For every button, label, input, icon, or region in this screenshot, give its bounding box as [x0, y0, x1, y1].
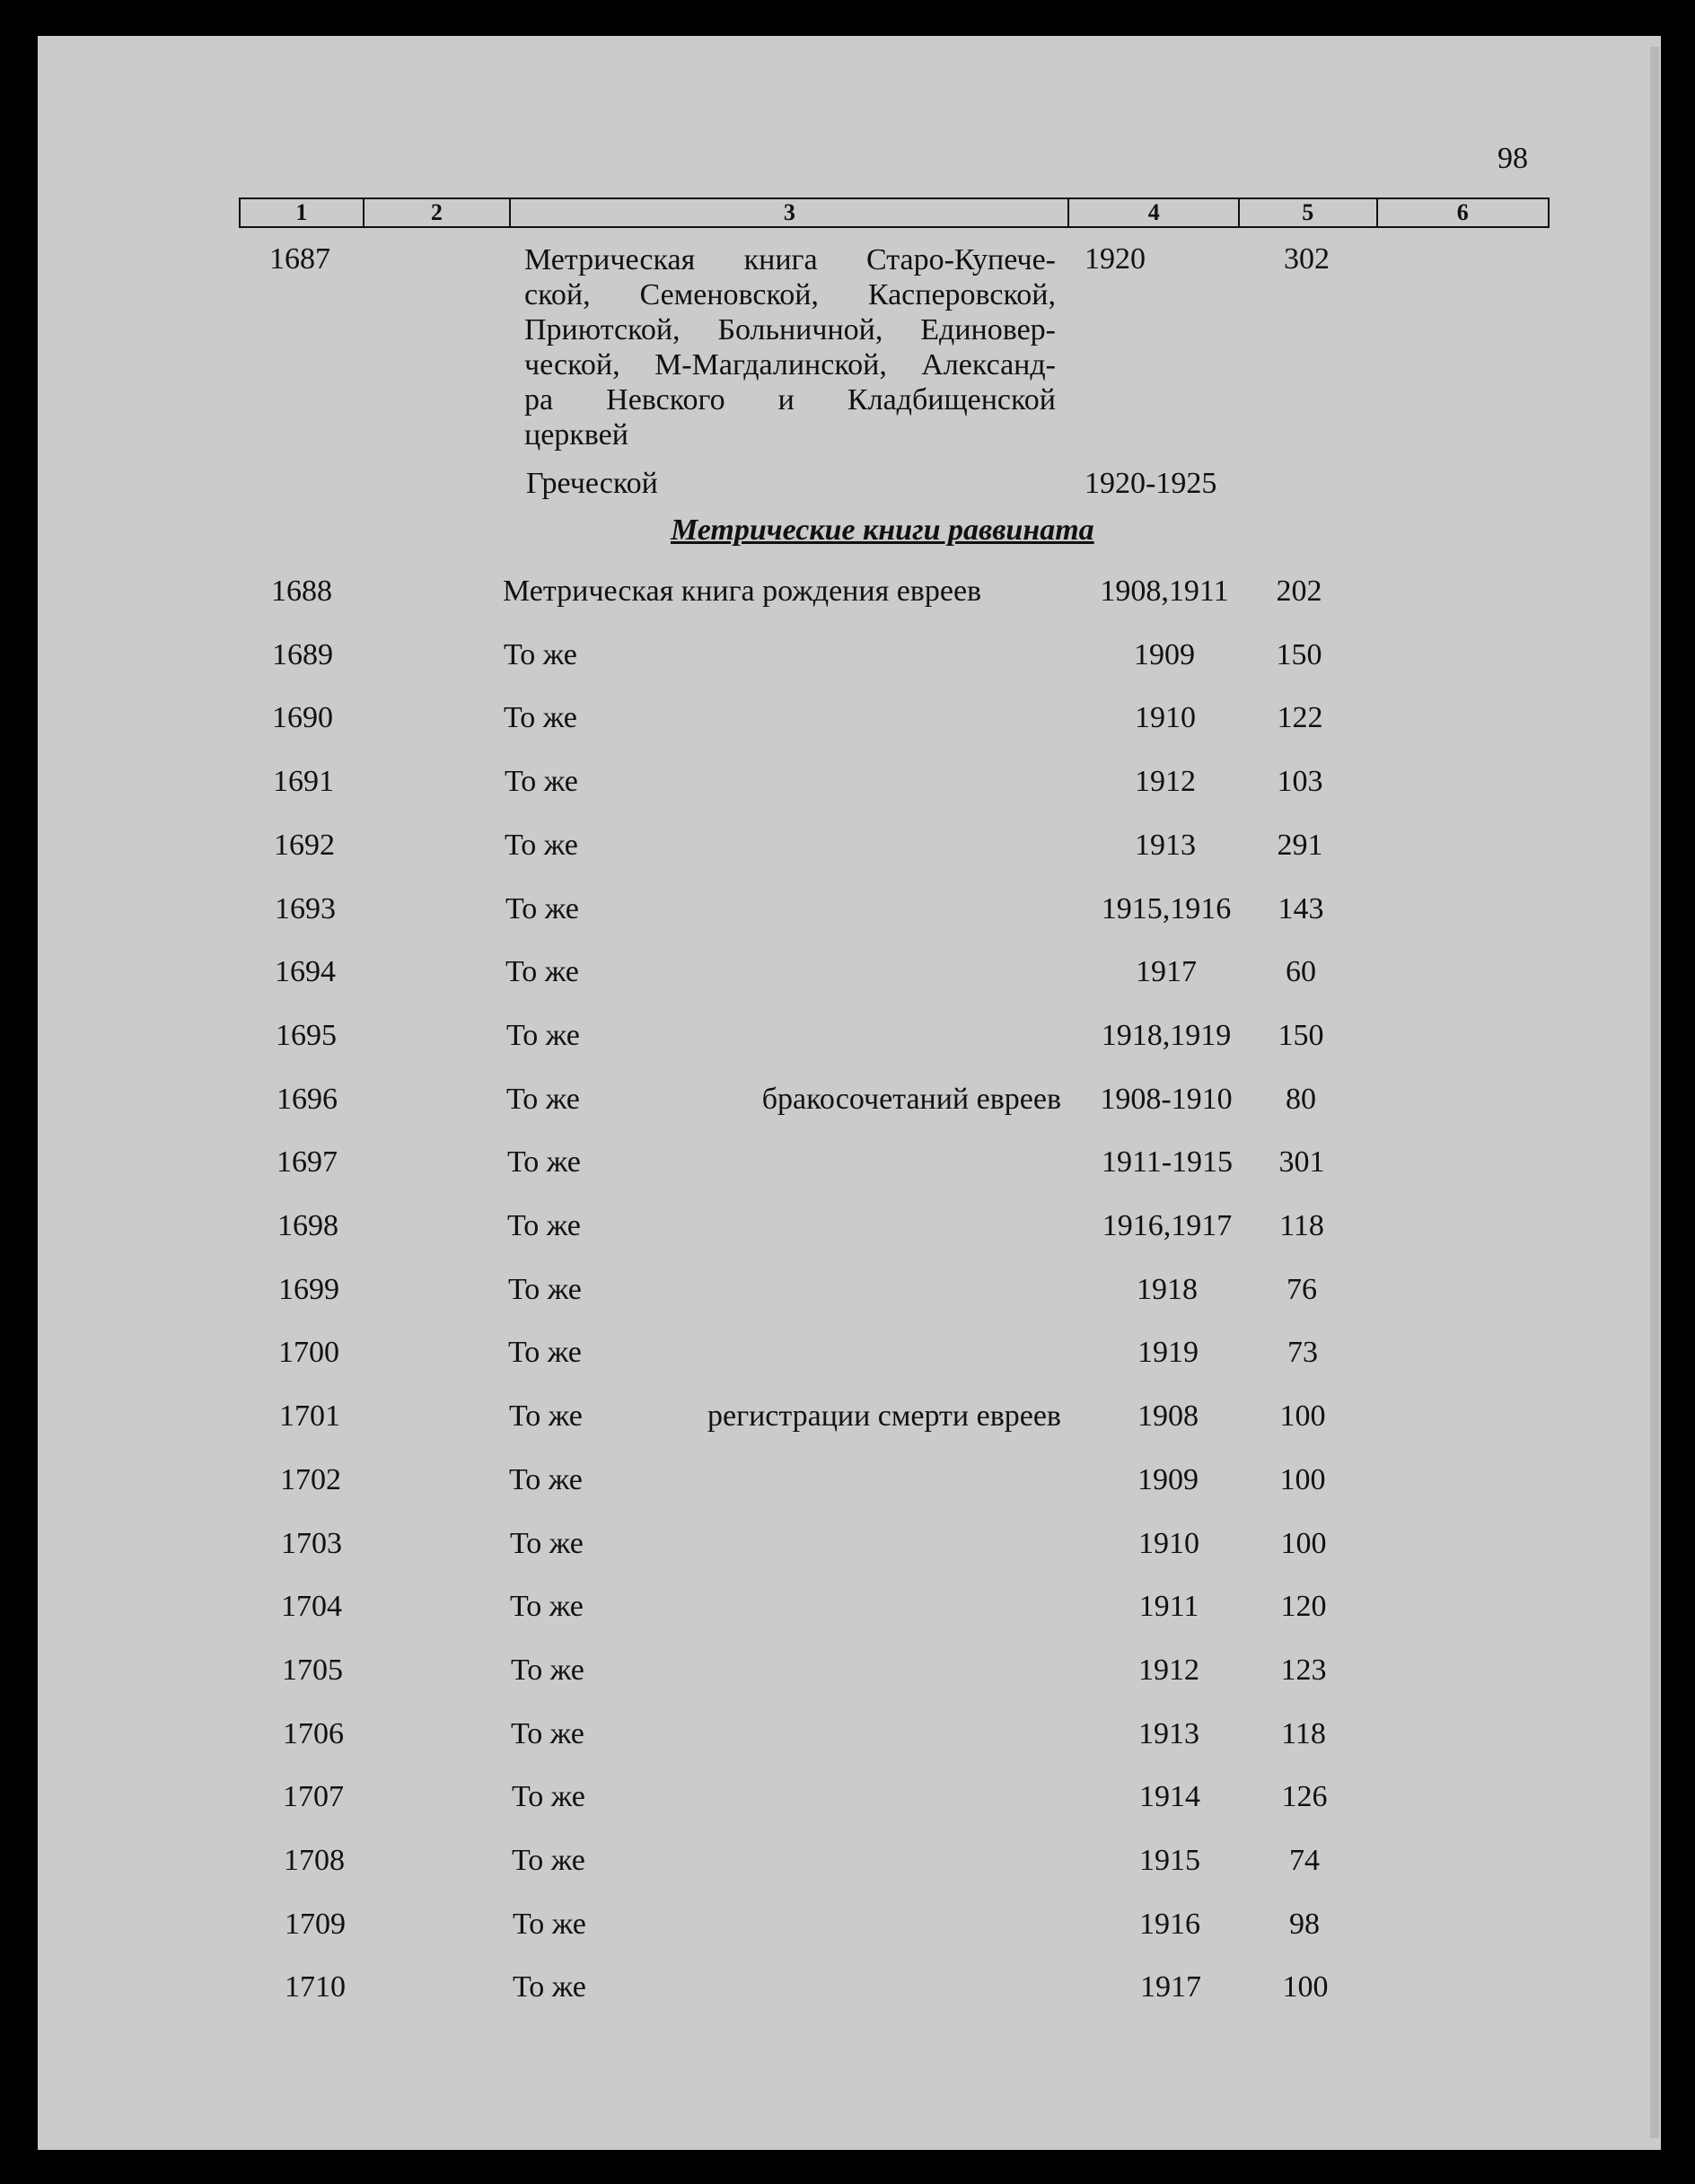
- row-sheets: 118: [1281, 1717, 1326, 1750]
- page-edge: [1650, 47, 1659, 2138]
- row-sheets: 100: [1279, 1399, 1326, 1433]
- row-sheets: 150: [1278, 1019, 1324, 1052]
- description-line: Приютской, Больничной, Единовер-: [524, 313, 1056, 346]
- row-number: 1709: [285, 1908, 346, 1941]
- entry-sub-description: Греческой: [526, 467, 658, 500]
- row-dates: 1910: [1135, 701, 1196, 734]
- row-sheets: 123: [1280, 1653, 1327, 1687]
- row-sheets: 291: [1277, 829, 1323, 862]
- row-title: То же: [507, 1145, 581, 1179]
- row-title: То же: [511, 1717, 584, 1750]
- entry-number: 1687: [269, 242, 330, 276]
- row-number: 1703: [281, 1527, 342, 1560]
- section-title: Метрические книги раввината: [671, 513, 1094, 547]
- row-number: 1697: [277, 1145, 338, 1179]
- row-title: То же: [509, 1399, 583, 1433]
- row-dates: 1908-1910: [1100, 1083, 1233, 1116]
- row-number: 1690: [272, 701, 333, 734]
- description-line: ческой, М-Магдалинской, Александ-: [524, 348, 1056, 382]
- description-line: Метрическая книга Старо-Купече-: [524, 243, 1056, 276]
- header-col-2: 2: [364, 199, 512, 226]
- row-title: То же: [509, 1463, 583, 1496]
- row-sheets: 100: [1279, 1463, 1326, 1496]
- row-number: 1708: [284, 1844, 345, 1877]
- row-sheets: 98: [1289, 1908, 1320, 1941]
- row-title: То же: [505, 955, 579, 988]
- row-sheets: 301: [1278, 1145, 1325, 1179]
- row-title: То же: [507, 1209, 581, 1242]
- row-title: То же: [510, 1590, 584, 1623]
- row-title: Метрическая книга рождения евреев: [503, 575, 982, 608]
- row-sheets: 80: [1286, 1083, 1316, 1116]
- row-dates: 1910: [1138, 1527, 1199, 1560]
- row-number: 1692: [274, 829, 335, 862]
- header-col-1: 1: [241, 199, 364, 226]
- row-title: То же: [505, 892, 579, 925]
- row-dates: 1915,1916: [1101, 892, 1232, 925]
- row-dates: 1908,1911: [1100, 575, 1229, 608]
- entry-sub-dates: 1920-1925: [1085, 467, 1217, 500]
- row-sheets: 143: [1278, 892, 1324, 925]
- entry-description: [524, 242, 1056, 452]
- row-number: 1693: [275, 892, 336, 925]
- row-title: То же: [508, 1336, 582, 1369]
- entry-sheets: 302: [1284, 242, 1330, 276]
- row-title: То же: [504, 638, 577, 671]
- row-number: 1698: [277, 1209, 338, 1242]
- row-number: 1704: [281, 1590, 342, 1623]
- row-dates: 1914: [1139, 1780, 1200, 1813]
- row-title: То же: [506, 1019, 580, 1052]
- row-title: То же: [511, 1653, 584, 1687]
- row-title: То же: [504, 701, 577, 734]
- row-dates: 1918,1919: [1101, 1019, 1232, 1052]
- row-sheets: 118: [1279, 1209, 1324, 1242]
- row-sheets: 122: [1277, 701, 1323, 734]
- row-dates: 1911: [1138, 1590, 1199, 1623]
- row-title: То же: [513, 1970, 586, 2004]
- description-line: ской, Семеновской, Касперовской,: [524, 278, 1056, 311]
- header-col-6: 6: [1456, 199, 1469, 225]
- row-dates: 1912: [1138, 1653, 1199, 1687]
- description-line: ра Невского и Кладбищенской: [524, 383, 1056, 417]
- row-sheets: 150: [1276, 638, 1322, 671]
- row-sheets: 73: [1287, 1336, 1318, 1369]
- row-number: 1694: [275, 955, 336, 988]
- page-number: 98: [1497, 142, 1528, 175]
- row-title: То же: [506, 1083, 580, 1116]
- row-sheets: 60: [1286, 955, 1316, 988]
- header-col-3: 3: [511, 199, 1069, 226]
- row-title: То же: [512, 1780, 585, 1813]
- row-sheets: 126: [1281, 1780, 1328, 1813]
- row-sheets: 120: [1280, 1590, 1327, 1623]
- row-number: 1705: [282, 1653, 343, 1687]
- row-dates: 1909: [1134, 638, 1195, 671]
- row-title-extension: регистрации смерти евреев: [707, 1399, 1061, 1433]
- row-number: 1700: [278, 1336, 339, 1369]
- row-title: То же: [510, 1527, 584, 1560]
- row-title: То же: [513, 1908, 586, 1941]
- row-dates: 1916: [1139, 1908, 1200, 1941]
- row-dates: 1912: [1135, 765, 1196, 798]
- row-title: То же: [512, 1844, 585, 1877]
- row-number: 1701: [279, 1399, 340, 1433]
- row-sheets: 76: [1287, 1273, 1317, 1306]
- entry-dates: 1920: [1085, 242, 1146, 276]
- row-number: 1691: [273, 765, 334, 798]
- row-sheets: 100: [1282, 1970, 1329, 2004]
- header-col-4: 4: [1069, 199, 1239, 226]
- row-number: 1695: [276, 1019, 337, 1052]
- row-number: 1699: [278, 1273, 339, 1306]
- row-dates: 1913: [1138, 1717, 1199, 1750]
- row-dates: 1911-1915: [1101, 1145, 1234, 1179]
- row-dates: 1916,1917: [1102, 1209, 1233, 1242]
- row-dates: 1917: [1136, 955, 1197, 988]
- row-title: То же: [505, 829, 578, 862]
- description-line: церквей: [524, 418, 628, 452]
- row-title: То же: [508, 1273, 582, 1306]
- row-number: 1696: [277, 1083, 338, 1116]
- row-number: 1710: [285, 1970, 346, 2004]
- row-sheets: 103: [1277, 765, 1323, 798]
- row-number: 1702: [280, 1463, 341, 1496]
- header-col-5: 5: [1240, 199, 1378, 226]
- row-sheets: 74: [1289, 1844, 1320, 1877]
- row-sheets: 202: [1276, 575, 1322, 608]
- row-dates: 1915: [1139, 1844, 1200, 1877]
- row-dates: 1908: [1137, 1399, 1199, 1433]
- row-title-extension: бракосочетаний евреев: [761, 1083, 1061, 1116]
- row-dates: 1918: [1137, 1273, 1198, 1306]
- row-title: То же: [505, 765, 578, 798]
- row-number: 1706: [283, 1717, 344, 1750]
- row-dates: 1913: [1135, 829, 1196, 862]
- row-dates: 1917: [1140, 1970, 1201, 2004]
- row-number: 1707: [283, 1780, 344, 1813]
- row-number: 1688: [271, 575, 332, 608]
- row-dates: 1909: [1137, 1463, 1199, 1496]
- table-header: [239, 197, 1550, 228]
- row-sheets: 100: [1280, 1527, 1327, 1560]
- row-number: 1689: [272, 638, 333, 671]
- row-dates: 1919: [1137, 1336, 1199, 1369]
